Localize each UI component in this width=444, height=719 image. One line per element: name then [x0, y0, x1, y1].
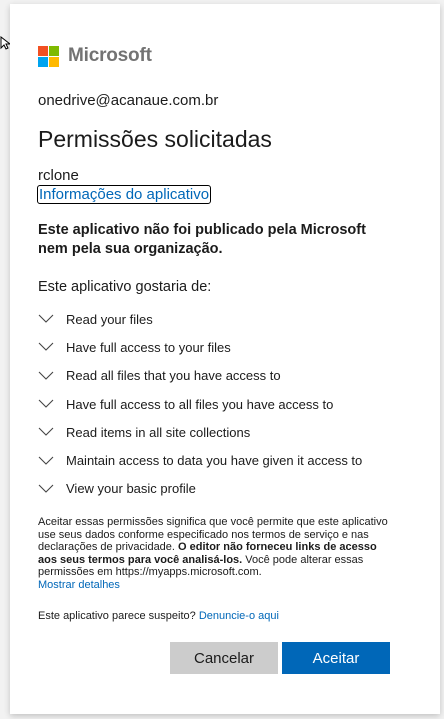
permission-label: Read items in all site collections — [66, 424, 251, 440]
microsoft-logo — [38, 45, 152, 67]
microsoft-logo-icon — [38, 46, 59, 67]
permissions-intro: Este aplicativo gostaria de: — [38, 279, 212, 295]
report-link[interactable]: Denuncie-o aqui — [198, 610, 279, 622]
permission-item[interactable] — [38, 418, 362, 446]
permission-list — [38, 305, 362, 503]
permission-label: Have full access to your files — [66, 339, 231, 355]
permission-item[interactable] — [38, 305, 362, 333]
app-name: rclone — [38, 167, 79, 184]
consent-text-after: Você pode alterar essas permissões em https://myapps.microsoft.com. — [38, 553, 364, 579]
permission-item[interactable] — [38, 475, 362, 503]
chevron-down-icon — [38, 371, 54, 381]
show-details-link[interactable]: Mostrar detalhes — [38, 578, 120, 591]
accept-button[interactable]: Aceitar — [282, 642, 390, 674]
microsoft-wordmark: Microsoft — [68, 45, 152, 66]
unverified-publisher-warning: Este aplicativo não foi publicado pela Microsoft nem pela sua organização. — [38, 222, 366, 257]
chevron-down-icon — [38, 456, 54, 466]
app-info-link[interactable]: Informações do aplicativo — [39, 186, 210, 203]
cancel-button[interactable]: Cancelar — [170, 642, 278, 674]
chevron-down-icon — [38, 314, 54, 324]
permission-label: Read all files that you have access to — [66, 368, 281, 384]
consent-text — [38, 516, 388, 592]
report-question: Este aplicativo parece suspeito? — [38, 610, 199, 622]
report-app-text — [38, 610, 279, 622]
permission-label: Read your files — [66, 311, 153, 327]
consent-text-plain: Aceitar essas permissões significa que você permite que este aplicativo use seus dados conforme especificado nos termos de serviço e nas declarações de privacidade. — [38, 516, 388, 554]
permission-item[interactable] — [38, 333, 362, 361]
permission-label: View your basic profile — [66, 481, 196, 497]
chevron-down-icon — [38, 399, 54, 409]
consent-text-bold: O editor não forneceu links de acesso aos seus termos para você analisá-los. — [38, 541, 377, 566]
chevron-down-icon — [38, 484, 54, 494]
permission-item[interactable] — [38, 362, 362, 390]
permission-item[interactable] — [38, 446, 362, 474]
chevron-down-icon — [38, 342, 54, 352]
page-title: Permissões solicitadas — [38, 126, 272, 152]
permission-item[interactable] — [38, 390, 362, 418]
permission-label: Have full access to all files you have access to — [66, 396, 334, 412]
account-email: onedrive@acanaue.com.br — [38, 92, 219, 109]
chevron-down-icon — [38, 427, 54, 437]
permission-label: Maintain access to data you have given it access to — [66, 453, 363, 469]
